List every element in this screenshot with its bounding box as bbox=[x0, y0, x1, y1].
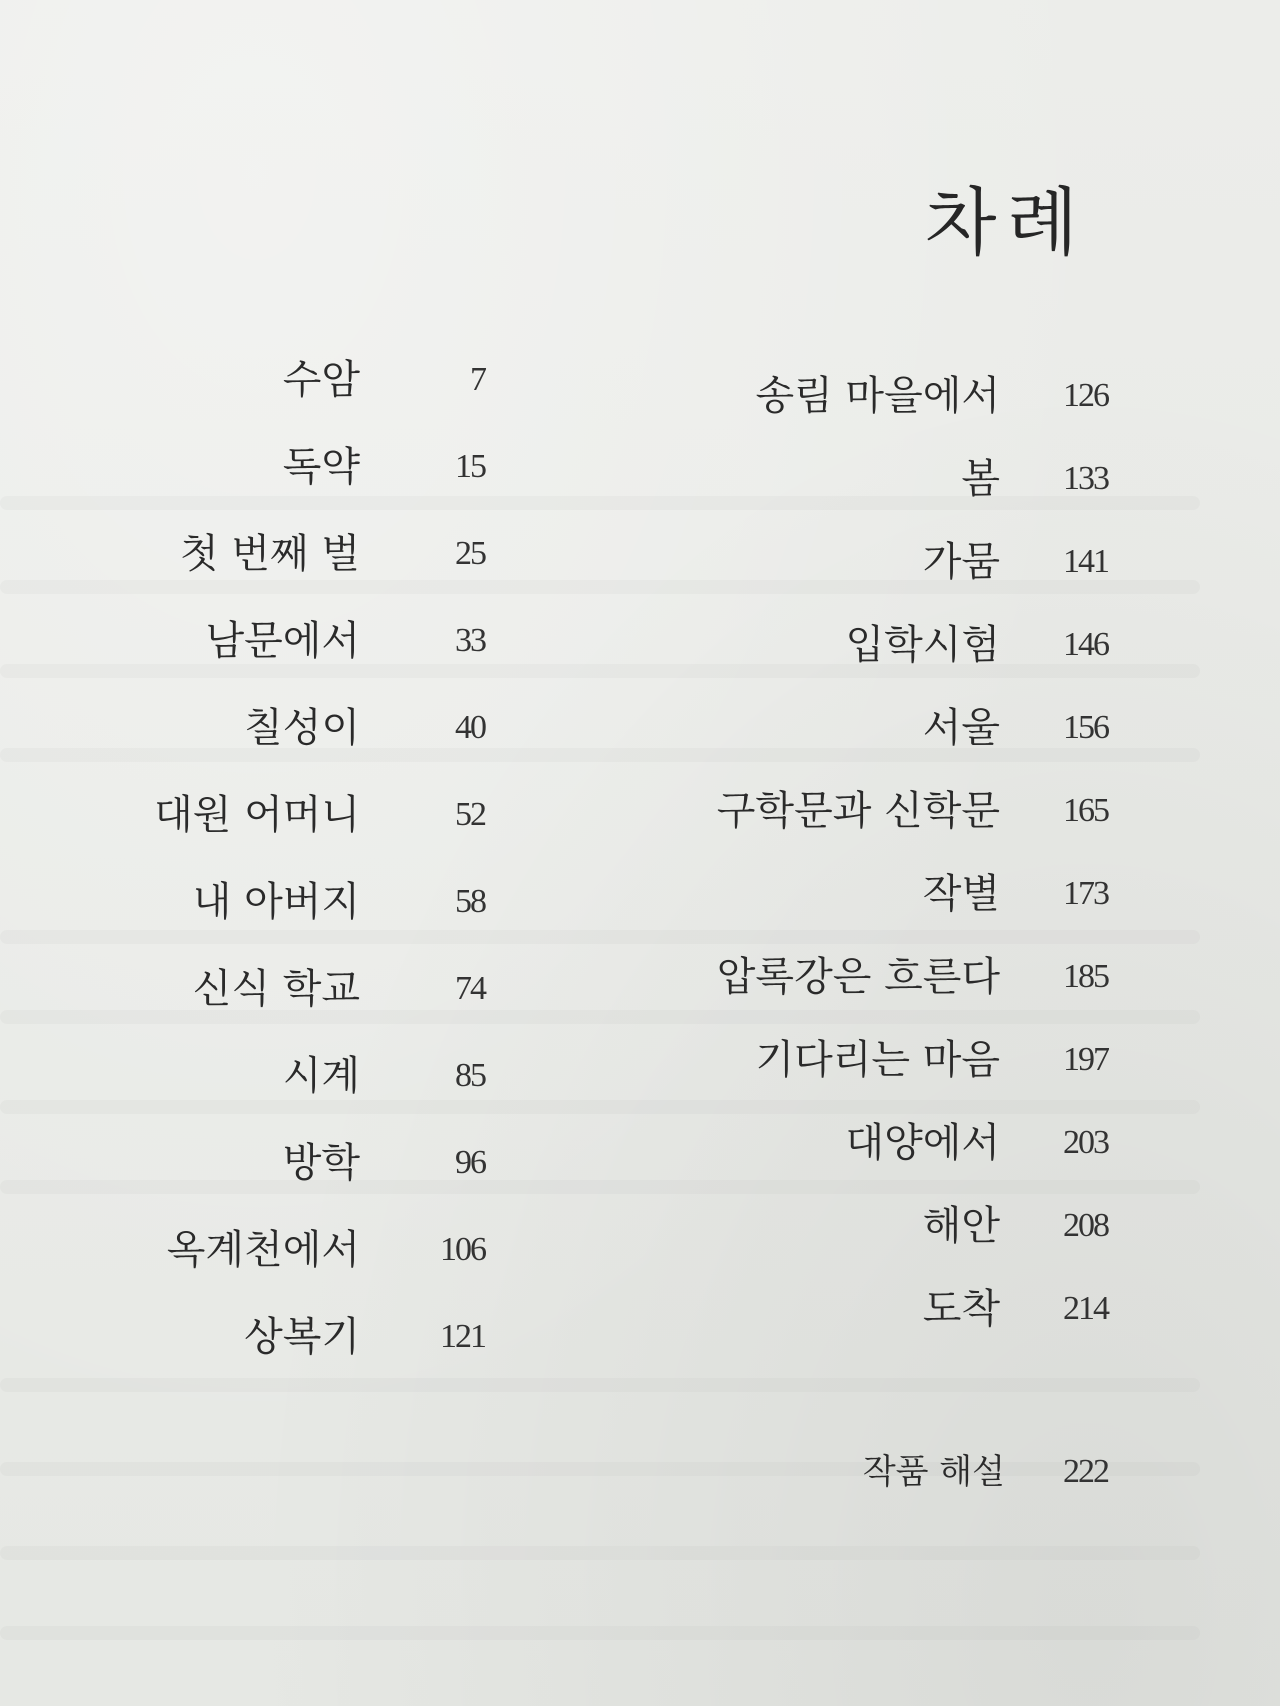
toc-entry-title: 도착 bbox=[922, 1286, 1000, 1332]
page-title: 차례 bbox=[925, 180, 1088, 266]
toc-entry-page: 74 bbox=[455, 970, 485, 1007]
bleed-through-line bbox=[0, 1546, 1200, 1560]
toc-entry-title: 서울 bbox=[922, 705, 1000, 751]
toc-entry-title: 작별 bbox=[922, 871, 1000, 917]
toc-entry-title: 독약 bbox=[282, 444, 360, 490]
toc-entry-title: 대양에서 bbox=[845, 1120, 1000, 1166]
toc-entry bbox=[0, 1196, 1280, 1256]
toc-entry bbox=[0, 366, 1280, 426]
toc-entry-page: 141 bbox=[1063, 543, 1108, 580]
toc-entry-page: 185 bbox=[1063, 958, 1108, 995]
toc-entry bbox=[0, 615, 1280, 675]
toc-entry-page: 33 bbox=[455, 622, 485, 659]
toc-entry bbox=[0, 947, 1280, 1007]
toc-entry-title: 송림 마을에서 bbox=[755, 373, 1000, 419]
toc-entry-page: 121 bbox=[440, 1318, 485, 1355]
toc-entry-page: 7 bbox=[470, 361, 485, 398]
toc-entry-title: 첫 번째 벌 bbox=[180, 531, 360, 577]
toc-entry bbox=[0, 1279, 1280, 1339]
toc-entry-title: 해안 bbox=[922, 1203, 1000, 1249]
toc-entry-page: 126 bbox=[1063, 377, 1108, 414]
toc-entry-page: 106 bbox=[440, 1231, 485, 1268]
toc-entry-page: 203 bbox=[1063, 1124, 1108, 1161]
toc-entry-title: 시계 bbox=[282, 1053, 360, 1099]
toc-entry-title: 가뭄 bbox=[922, 539, 1000, 585]
toc-entry bbox=[0, 698, 1280, 758]
toc-appendix-entry bbox=[0, 1442, 1280, 1502]
toc-entry-title: 남문에서 bbox=[205, 618, 360, 664]
toc-entry-title: 대원 어머니 bbox=[154, 792, 360, 838]
toc-entry-title: 신식 학교 bbox=[192, 966, 360, 1012]
toc-entry bbox=[0, 532, 1280, 592]
toc-entry bbox=[0, 864, 1280, 924]
toc-entry-page: 222 bbox=[1063, 1453, 1108, 1490]
toc-entry-page: 146 bbox=[1063, 626, 1108, 663]
toc-entry-page: 25 bbox=[455, 535, 485, 572]
toc-entry-page: 133 bbox=[1063, 460, 1108, 497]
toc-entry bbox=[0, 449, 1280, 509]
toc-entry-title: 작품 해설 bbox=[862, 1452, 1005, 1492]
toc-entry-title: 구학문과 신학문 bbox=[716, 788, 1000, 834]
toc-entry-title: 방학 bbox=[282, 1140, 360, 1186]
toc-entry-page: 208 bbox=[1063, 1207, 1108, 1244]
toc-entry bbox=[0, 1030, 1280, 1090]
toc-entry-title: 칠성이 bbox=[244, 705, 360, 751]
toc-entry-page: 58 bbox=[455, 883, 485, 920]
toc-entry bbox=[0, 1113, 1280, 1173]
toc-entry-page: 96 bbox=[455, 1144, 485, 1181]
toc-entry-page: 214 bbox=[1063, 1290, 1108, 1327]
toc-entry-title: 입학시험 bbox=[845, 622, 1000, 668]
toc-entry-page: 197 bbox=[1063, 1041, 1108, 1078]
bleed-through-line bbox=[0, 1378, 1200, 1392]
bleed-through-line bbox=[0, 1626, 1200, 1640]
toc-entry-page: 15 bbox=[455, 448, 485, 485]
toc-entry bbox=[0, 781, 1280, 841]
toc-entry-page: 40 bbox=[455, 709, 485, 746]
toc-entry-page: 165 bbox=[1063, 792, 1108, 829]
toc-entry-title: 수암 bbox=[282, 357, 360, 403]
toc-entry-page: 52 bbox=[455, 796, 485, 833]
toc-entry-title: 옥계천에서 bbox=[166, 1227, 360, 1273]
toc-entry-title: 압록강은 흐른다 bbox=[716, 954, 1000, 1000]
toc-entry-page: 85 bbox=[455, 1057, 485, 1094]
toc-entry-title: 상복기 bbox=[244, 1314, 360, 1360]
toc-entry-title: 기다리는 마음 bbox=[755, 1037, 1000, 1083]
toc-entry-title: 내 아버지 bbox=[192, 879, 360, 925]
bleed-through-line bbox=[0, 930, 1200, 944]
toc-entry-title: 봄 bbox=[961, 456, 1000, 502]
toc-entry-page: 173 bbox=[1063, 875, 1108, 912]
toc-entry-page: 156 bbox=[1063, 709, 1108, 746]
